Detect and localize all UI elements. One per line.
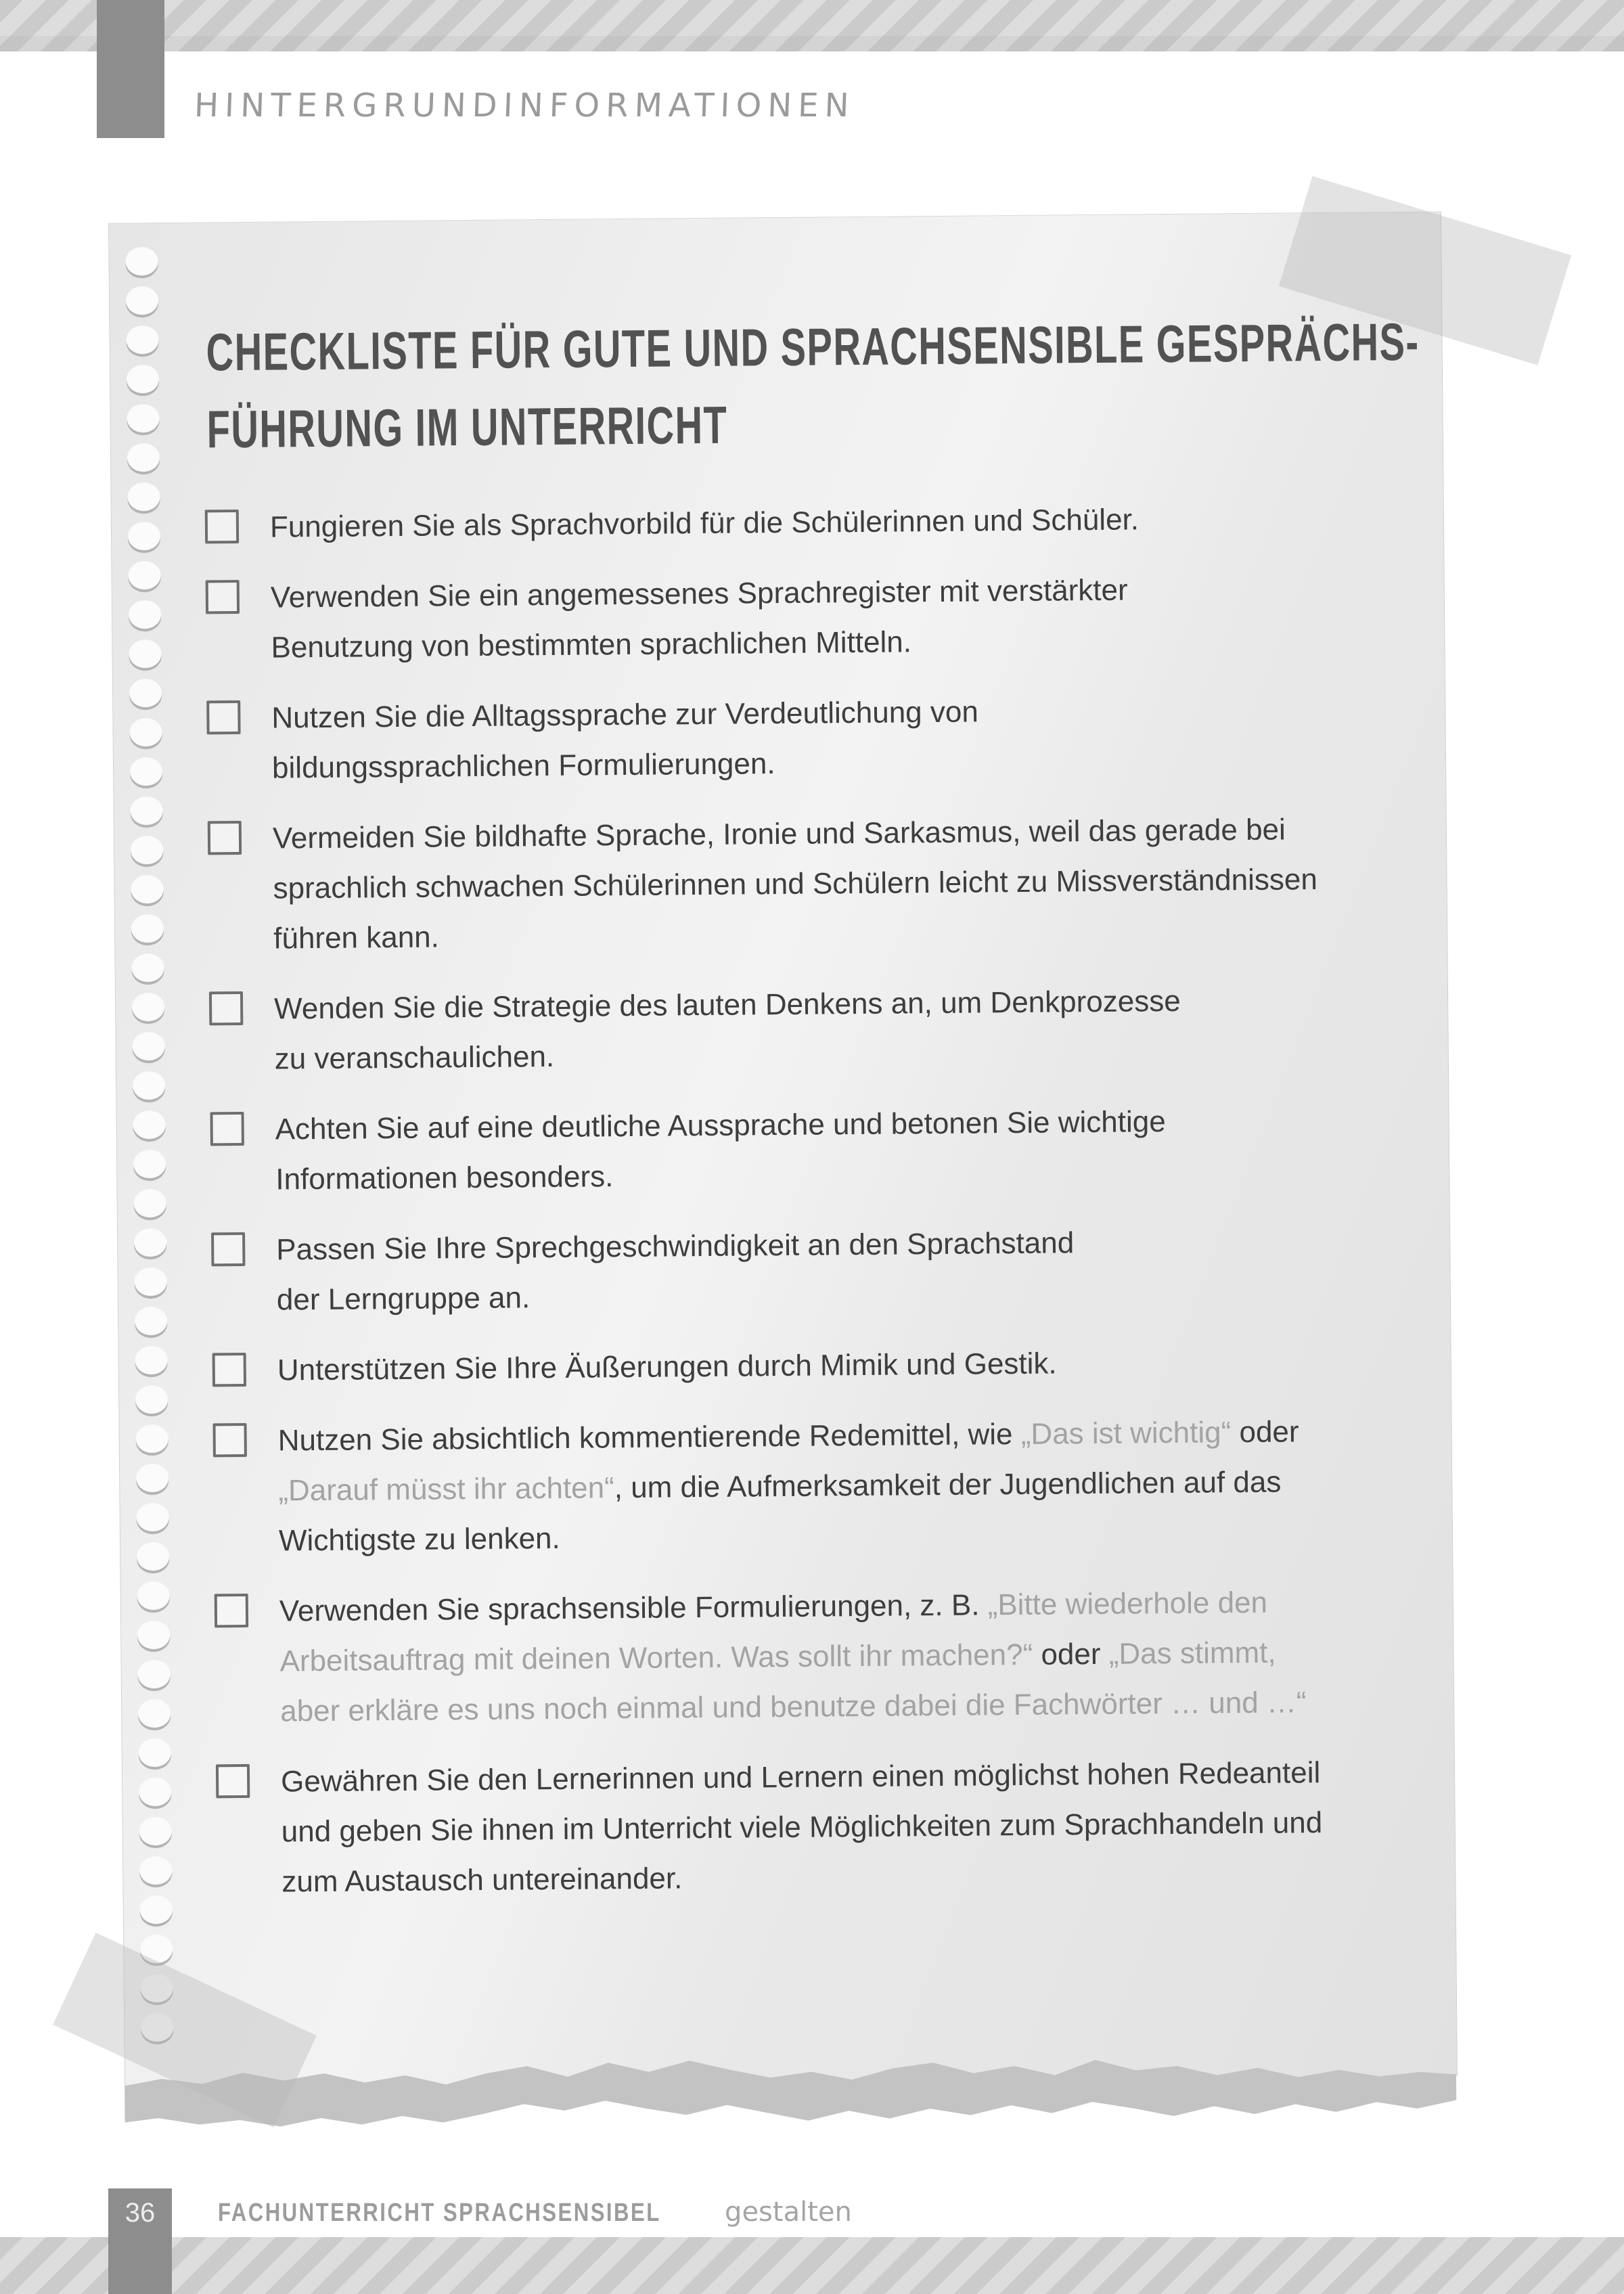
page-number: 36 bbox=[125, 2198, 156, 2228]
checklist-item-text: Achten Sie auf eine deutliche Aussprache und betonen Sie wichtige Informationen besonders. bbox=[275, 1105, 1166, 1196]
bottom-stripe-band bbox=[0, 2237, 1624, 2294]
page-header-label: HINTERGRUNDINFORMATIONEN bbox=[194, 87, 856, 125]
checklist-item bbox=[206, 683, 1398, 794]
checklist-item bbox=[210, 1095, 1401, 1205]
footer-title bbox=[218, 2197, 852, 2228]
checklist-item bbox=[215, 1577, 1407, 1737]
torn-edge bbox=[125, 2035, 1458, 2141]
sheet-title-line1: CHECKLISTE FÜR GUTE UND SPRACHSENSIBLE GESPRÄCHS- bbox=[206, 311, 1420, 382]
page-number-box bbox=[108, 2188, 172, 2294]
checklist-item-text: Fungieren Sie als Sprachvorbild für die Schülerinnen und Schüler. bbox=[269, 503, 1140, 544]
checkbox[interactable] bbox=[215, 1594, 248, 1627]
checkbox[interactable] bbox=[211, 1232, 245, 1266]
checkbox[interactable] bbox=[210, 1112, 244, 1146]
checklist-item bbox=[205, 493, 1397, 553]
checkbox[interactable] bbox=[208, 821, 242, 855]
footer-series-suffix: gestalten bbox=[725, 2197, 852, 2228]
checklist-item-text: Nutzen Sie die Alltagssprache zur Verdeutlichung von bildungssprachlichen Formulierungen. bbox=[271, 695, 979, 785]
checklist-item bbox=[208, 804, 1400, 964]
checklist-item-text: Wenden Sie die Strategie des lauten Denkens an, um Denkprozesse zu veranschaulichen. bbox=[273, 984, 1181, 1076]
paper-sheet bbox=[108, 211, 1458, 2087]
accent-bar bbox=[97, 0, 164, 138]
checklist-item bbox=[212, 1406, 1405, 1567]
checkbox[interactable] bbox=[216, 1764, 250, 1798]
top-stripe-band bbox=[0, 0, 1624, 51]
checklist-item-text: Unterstützen Sie Ihre Äußerungen durch Mimik und Gestik. bbox=[277, 1347, 1057, 1387]
checklist-item bbox=[212, 1336, 1404, 1396]
checkbox[interactable] bbox=[209, 991, 243, 1025]
checkbox[interactable] bbox=[213, 1423, 247, 1457]
checkbox[interactable] bbox=[212, 1353, 246, 1387]
checklist-item-text: Nutzen Sie absichtlich kommentierende Redemittel, wie „Das ist wichtig“ oder „Darauf müsst ihr achten“, um die Aufmerksamkeit der Jugendlichen auf das Wichtigste zu lenken. bbox=[277, 1415, 1299, 1558]
checkbox[interactable] bbox=[206, 700, 240, 734]
checklist-item bbox=[206, 563, 1397, 673]
checklist bbox=[205, 493, 1408, 1928]
checklist-item-text: Vermeiden Sie bildhafte Sprache, Ironie und Sarkasmus, weil das gerade bei sprachlich schwachen Schülerinnen und Schülern leicht zu Missverständnissen führen kann. bbox=[272, 813, 1318, 955]
checklist-item-text: Verwenden Sie sprachsensible Formulierungen, z. B. „Bitte wiederhole den Arbeitsauftrag mit deinen Worten. Was sollt ihr machen?“ oder „Das stimmt, aber erkläre es uns noch einmal und benutze dabei die Fachwörter … und …“ bbox=[279, 1585, 1307, 1728]
checklist-item-text: Gewähren Sie den Lernerinnen und Lernern einen möglichst hohen Redeanteil und geben Sie ihnen im Unterricht viele Möglichkeiten zum Sprachhandeln und zum Austausch untereinander. bbox=[280, 1756, 1323, 1899]
footer-series-title: FACHUNTERRICHT SPRACHSENSIBEL bbox=[218, 2199, 661, 2227]
checklist-item-text: Passen Sie Ihre Sprechgeschwindigkeit an den Sprachstand der Lerngruppe an. bbox=[276, 1226, 1075, 1317]
checkbox[interactable] bbox=[205, 510, 239, 543]
checklist-item bbox=[209, 974, 1401, 1085]
punch-holes bbox=[122, 244, 176, 2050]
checklist-item-text: Verwenden Sie ein angemessenes Sprachregister mit verstärkter Benutzung von bestimmten sprachlichen Mitteln. bbox=[270, 573, 1128, 665]
sheet-title-line2: FÜHRUNG IM UNTERRICHT bbox=[206, 395, 728, 459]
checklist-item bbox=[211, 1215, 1403, 1326]
checkbox[interactable] bbox=[206, 580, 240, 614]
checklist-item bbox=[216, 1747, 1408, 1908]
